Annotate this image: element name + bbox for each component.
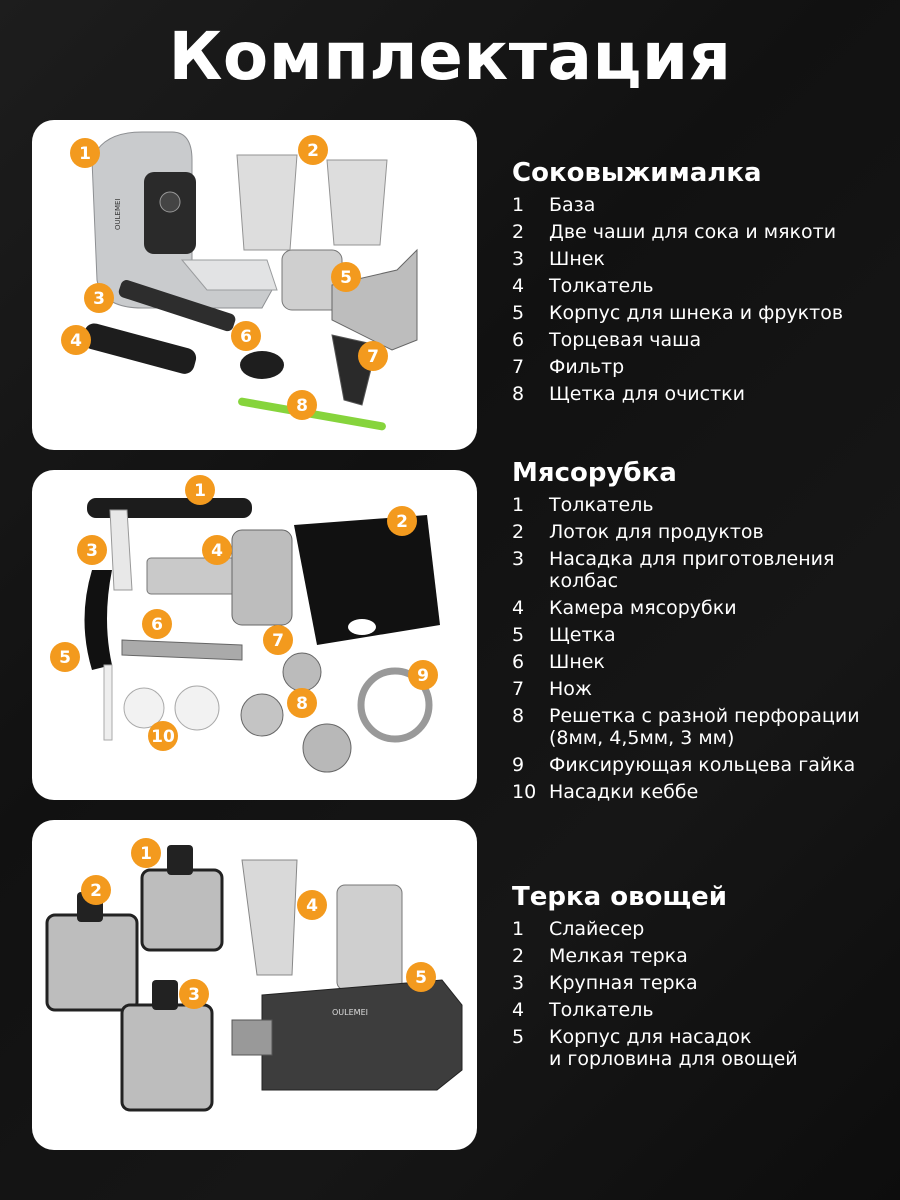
item-number: 1 [512, 494, 525, 516]
item-number: 8 [512, 383, 525, 405]
svg-text:1: 1 [140, 844, 152, 864]
svg-text:1: 1 [79, 144, 91, 164]
item-text: Фиксирующая кольцева гайка [549, 754, 856, 776]
badge-3 [84, 283, 114, 313]
svg-text:7: 7 [367, 347, 379, 367]
list-item [512, 221, 892, 243]
svg-text:9: 9 [417, 666, 429, 686]
grater-section-title: Терка овощей [512, 882, 727, 912]
list-item [512, 945, 892, 967]
list-item [512, 494, 892, 516]
item-number: 1 [512, 918, 525, 940]
list-item [512, 624, 892, 646]
list-item [512, 972, 892, 994]
badge-2 [298, 135, 328, 165]
grinder-photo-panel [32, 470, 477, 800]
svg-text:5: 5 [59, 648, 71, 668]
svg-text:1: 1 [194, 481, 206, 501]
svg-text:7: 7 [272, 631, 284, 651]
svg-text:8: 8 [296, 694, 308, 714]
badge-5 [50, 642, 80, 672]
item-text: Фильтр [549, 356, 625, 378]
juicer-brand: OULEMEI [114, 198, 122, 230]
badge-5 [331, 262, 361, 292]
item-text: Две чаши для сока и мякоти [549, 221, 837, 243]
list-item [512, 275, 892, 297]
svg-text:2: 2 [396, 512, 408, 532]
badge-1 [185, 475, 215, 505]
list-item [512, 678, 892, 700]
juicer-parts-illustration [32, 120, 477, 450]
list-item [512, 548, 892, 592]
item-number: 7 [512, 678, 525, 700]
svg-text:4: 4 [211, 541, 223, 561]
list-item [512, 705, 892, 749]
badge-1 [70, 138, 100, 168]
item-text: Толкатель [549, 999, 654, 1021]
item-number: 1 [512, 194, 525, 216]
badge-8 [287, 688, 317, 718]
list-item [512, 999, 892, 1021]
item-text: Мелкая терка [549, 945, 688, 967]
list-item [512, 597, 892, 619]
grinder-section-title: Мясорубка [512, 458, 677, 488]
list-item [512, 329, 892, 351]
item-text: Щетка [549, 624, 616, 646]
badge-4 [297, 890, 327, 920]
item-number: 5 [512, 302, 525, 324]
item-number: 4 [512, 597, 525, 619]
badge-2 [81, 875, 111, 905]
svg-text:5: 5 [340, 268, 352, 288]
item-text: Шнек [549, 248, 605, 270]
item-number: 6 [512, 329, 525, 351]
item-text: Слайесер [549, 918, 645, 940]
juicer-photo-panel [32, 120, 477, 450]
list-item [512, 302, 892, 324]
svg-text:4: 4 [306, 896, 318, 916]
juicer-section-title: Соковыжималка [512, 158, 762, 188]
svg-text:5: 5 [415, 968, 427, 988]
item-text: Толкатель [549, 275, 654, 297]
item-number: 7 [512, 356, 525, 378]
item-text: Щетка для очистки [549, 383, 745, 405]
svg-text:3: 3 [86, 541, 98, 561]
list-item [512, 248, 892, 270]
badge-9 [408, 660, 438, 690]
badge-5 [406, 962, 436, 992]
item-text: Толкатель [549, 494, 654, 516]
item-number: 4 [512, 275, 525, 297]
grater-parts-illustration [32, 820, 477, 1150]
badge-10 [148, 721, 178, 751]
item-number: 2 [512, 521, 525, 543]
item-number: 6 [512, 651, 525, 673]
item-text: Нож [549, 678, 593, 700]
list-item [512, 383, 892, 405]
item-number: 2 [512, 945, 525, 967]
item-text: Насадка для приготовления колбас [549, 548, 835, 592]
item-text: Насадки кеббе [549, 781, 699, 803]
item-number: 3 [512, 972, 525, 994]
item-number: 5 [512, 1026, 525, 1048]
list-item [512, 781, 892, 803]
juicer-section [512, 158, 892, 410]
svg-text:4: 4 [70, 331, 82, 351]
list-item [512, 1026, 892, 1070]
svg-text:6: 6 [240, 327, 252, 347]
item-text: Крупная терка [549, 972, 698, 994]
page-title: Комплектация [168, 18, 732, 95]
item-number: 4 [512, 999, 525, 1021]
list-item [512, 194, 892, 216]
item-text: Шнек [549, 651, 605, 673]
badge-6 [231, 321, 261, 351]
grinder-section [512, 458, 892, 808]
item-text: Решетка с разной перфорации (8мм, 4,5мм, 3 мм) [549, 705, 860, 749]
grater-photo-panel [32, 820, 477, 1150]
grater-brand: OULEMEI [332, 1008, 368, 1017]
grater-section [512, 882, 892, 1075]
badge-8 [287, 390, 317, 420]
list-item [512, 754, 892, 776]
item-number: 3 [512, 248, 525, 270]
item-text: Камера мясорубки [549, 597, 737, 619]
svg-text:6: 6 [151, 615, 163, 635]
badge-1 [131, 838, 161, 868]
badge-7 [263, 625, 293, 655]
badge-6 [142, 609, 172, 639]
list-item [512, 356, 892, 378]
item-text: Корпус для насадок и горловина для овощей [549, 1026, 798, 1070]
item-text: Торцевая чаша [549, 329, 702, 351]
item-number: 2 [512, 221, 525, 243]
list-item [512, 918, 892, 940]
badge-2 [387, 506, 417, 536]
item-text: База [549, 194, 596, 216]
badge-4 [202, 535, 232, 565]
svg-text:3: 3 [188, 985, 200, 1005]
list-item [512, 521, 892, 543]
svg-text:2: 2 [307, 141, 319, 161]
badge-4 [61, 325, 91, 355]
badge-3 [179, 979, 209, 1009]
item-number: 9 [512, 754, 525, 776]
item-number: 8 [512, 705, 525, 727]
item-text: Корпус для шнека и фруктов [549, 302, 844, 324]
grinder-parts-illustration [32, 470, 477, 800]
item-number: 10 [512, 781, 537, 803]
item-text: Лоток для продуктов [549, 521, 764, 543]
svg-text:3: 3 [93, 289, 105, 309]
item-number: 5 [512, 624, 525, 646]
svg-text:10: 10 [151, 727, 175, 747]
svg-text:2: 2 [90, 881, 102, 901]
badge-3 [77, 535, 107, 565]
list-item [512, 651, 892, 673]
svg-text:8: 8 [296, 396, 308, 416]
badge-7 [358, 341, 388, 371]
item-number: 3 [512, 548, 525, 570]
